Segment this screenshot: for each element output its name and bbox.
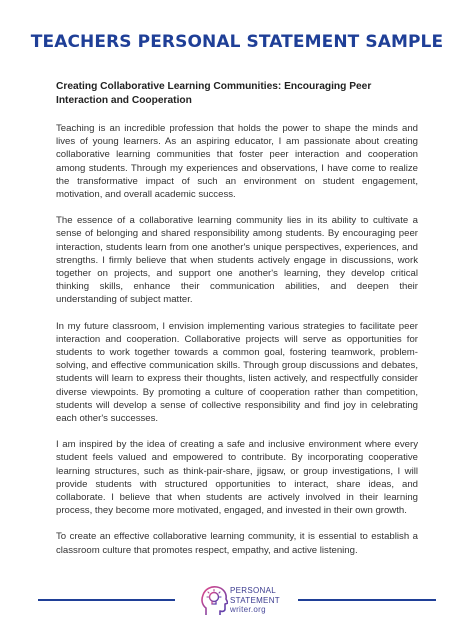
logo-domain: writer.org bbox=[230, 605, 266, 614]
paragraph-4: I am inspired by the idea of creating a safe and inclusive environment where every student feels valued and empowered to contribute. By incorporating cooperative learning structures, such as think-pair-share, jigsaw, or group investigations, I will provide students with structured opportunities to interact, share ideas, and collaborate. I believe that when students are actively involved in their learning process, they become more motivated, engaged, and invested in their own growth. bbox=[56, 439, 418, 517]
logo-line-2: STATEMENT bbox=[230, 595, 280, 605]
page-title: TEACHERS PERSONAL STATEMENT SAMPLE bbox=[30, 32, 444, 52]
paragraph-2: The essence of a collaborative learning community lies in its ability to cultivate a sense of belonging and shared responsibility among students. By encouraging peer interaction, students learn from one another's unique perspectives, experiences, and strengths. I firmly believe that when students actively engage in discussions, work together on projects, and support one another's learning, they develop critical thinking skills, enhance their communication abilities, and deepen their understanding of subject matter. bbox=[56, 215, 418, 306]
document-subtitle: Creating Collaborative Learning Communities: Encouraging Peer Interaction and Cooperation bbox=[56, 81, 372, 106]
document-body bbox=[56, 80, 418, 570]
site-logo[interactable] bbox=[200, 582, 290, 622]
paragraph-1: Teaching is an incredible profession that holds the power to shape the minds and lives of young learners. As an aspiring educator, I am passionate about creating collaborative learning communities that foster peer interaction and cooperation among students. Through my experiences and observations, I have come to realize the transformative impact of such an environment on student engagement, motivation, and overall academic success. bbox=[56, 123, 418, 201]
footer-divider-right bbox=[298, 599, 436, 601]
logo-line-1: PERSONAL bbox=[230, 586, 276, 595]
head-lightbulb-icon bbox=[200, 584, 228, 618]
footer-divider-left bbox=[38, 599, 175, 601]
paragraph-5: To create an effective collaborative learning community, it is essential to establish a classroom culture that promotes respect, empathy, and active listening. bbox=[56, 531, 418, 556]
logo-wordmark bbox=[230, 586, 280, 615]
paragraph-3: In my future classroom, I envision implementing various strategies to facilitate peer interaction and cooperation. Collaborative projects will serve as opportunities for students to work together towards a common goal, fostering teamwork, problem-solving, and effective communication skills. Through group discussions and debates, students will learn to express their thoughts, listen actively, and respectfully consider diverse viewpoints. By promoting a culture of cooperation rather than competition, students will develop a sense of collective responsibility and find joy in celebrating each other's successes. bbox=[56, 320, 418, 425]
